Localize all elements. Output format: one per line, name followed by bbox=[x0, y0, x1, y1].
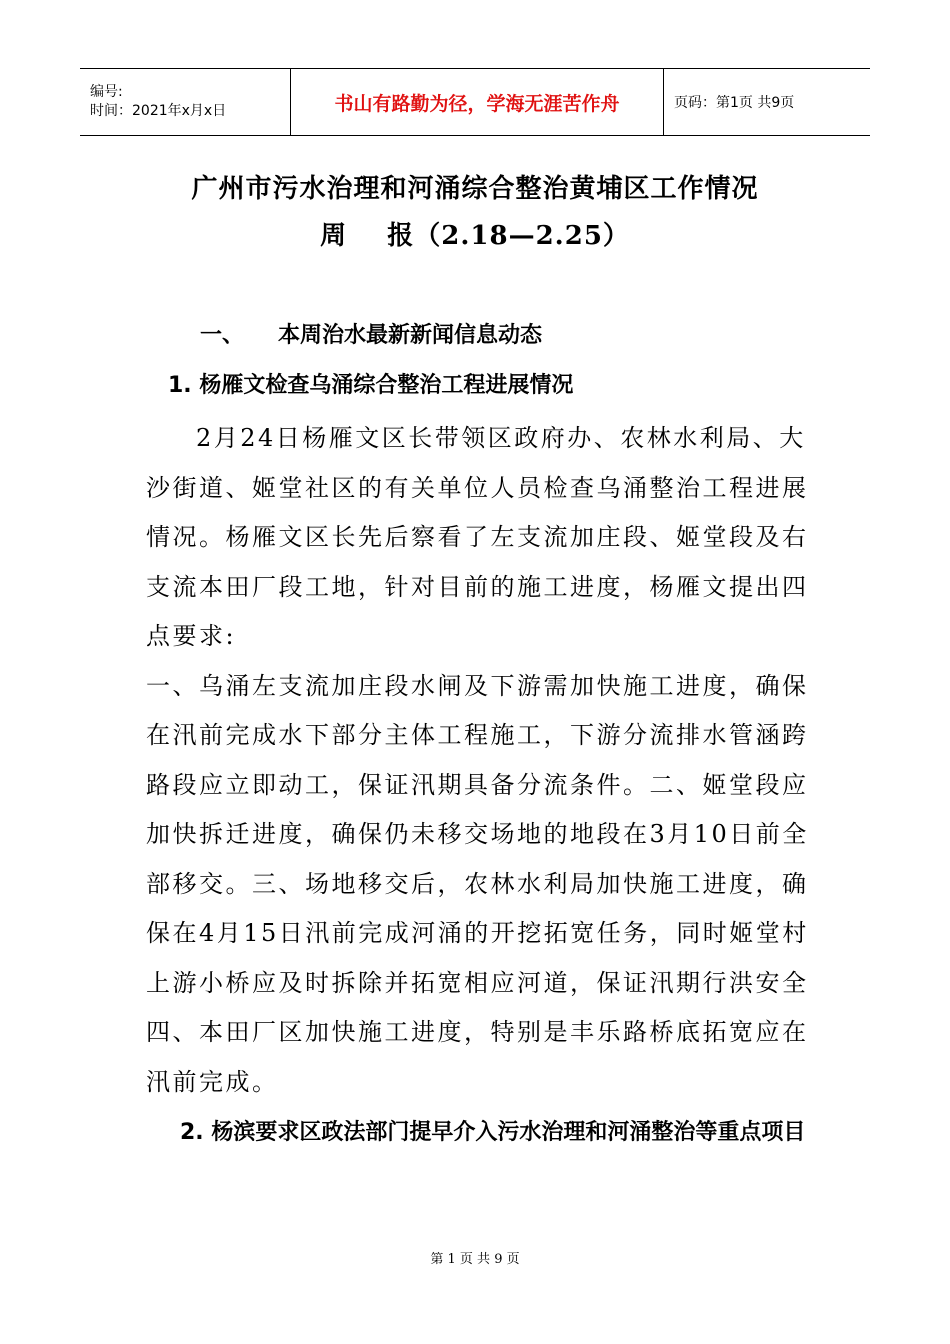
item1-heading: 1. 杨雁文检查乌涌综合整治工程进展情况 bbox=[168, 373, 574, 398]
section-number: 一、 bbox=[200, 323, 245, 348]
item1-paragraph-1: 2月24日杨雁文区长带领区政府办、农林水利局、大沙街道、姬堂社区的有关单位人员检查乌涌整治工程进展情况。杨雁文区长先后察看了左支流加庄段、姬堂段及右支流本田厂段工地，针对目前的施工进度，杨雁文提出四点要求: bbox=[146, 424, 809, 650]
document-title-line2: 周 报（2.18—2.25） bbox=[320, 221, 630, 251]
item1-body bbox=[146, 414, 810, 1107]
header-page-info: 页码：第1页 共9页 bbox=[664, 69, 871, 136]
page-footer: 第 1 页 共 9 页 bbox=[430, 1252, 520, 1267]
header-meta bbox=[80, 69, 291, 136]
header-motto: 书山有路勤为径，学海无涯苦作舟 bbox=[291, 69, 664, 136]
time-label: 时间：2021年x月x日 bbox=[90, 103, 227, 119]
document-title-line1: 广州市污水治理和河涌综合整治黄埔区工作情况 bbox=[191, 174, 759, 204]
section-heading bbox=[200, 318, 542, 349]
item1-paragraph-2: 一、乌涌左支流加庄段水闸及下游需加快施工进度，确保在汛前完成水下部分主体工程施工，下游分流排水管涵跨路段应立即动工，保证汛期具备分流条件。二、姬堂段应加快拆迁进度，确保仍未移交场地的地段在3月10日前全部移交。三、场地移交后，农林水利局加快施工进度，确保在4月15日汛前完成河涌的开挖拓宽任务，同时姬堂村上游小桥应及时拆除并拓宽相应河道，保证汛期行洪安全四、本田厂区加快施工进度，特别是丰乐路桥底拓宽应在汛前完成。 bbox=[146, 671, 809, 1096]
section-title: 本周治水最新新闻信息动态 bbox=[278, 323, 543, 348]
number-label: 编号: bbox=[90, 84, 123, 100]
document-header bbox=[80, 68, 870, 136]
item2-heading: 2. 杨滨要求区政法部门提早介入污水治理和河涌整治等重点项目 bbox=[180, 1120, 806, 1145]
